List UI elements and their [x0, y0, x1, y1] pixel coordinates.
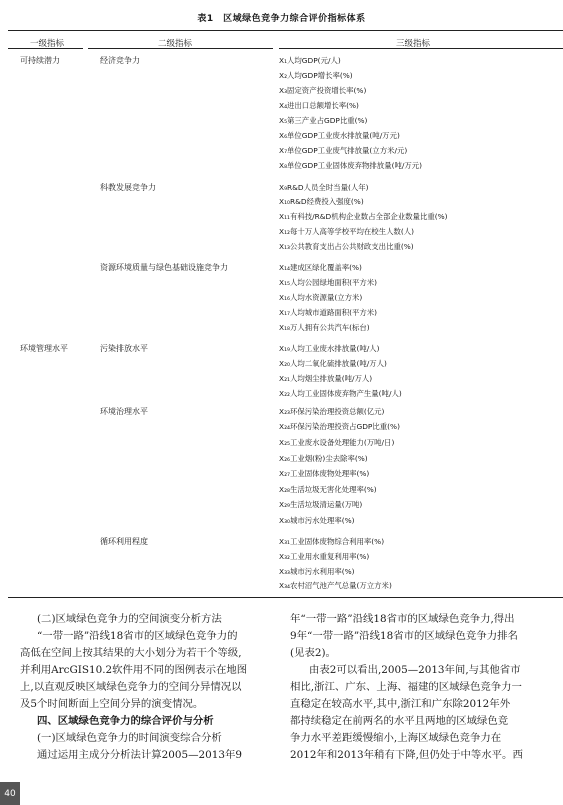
indicator-x8: X₈单位GDP工业固体废弃物排放量(吨/万元) [279, 161, 423, 170]
indicator-x7: X₇单位GDP工业废气排放量(立方米/元) [279, 146, 408, 155]
indicator-x13: X₁₃公共教育支出占公共财政支出比重(%) [279, 242, 414, 251]
body-line-left-3: 高低在空间上按其结果的大小划分为若干个等级, [20, 647, 242, 659]
table-caption: 表1 区域绿色竞争力综合评价指标体系 [197, 14, 366, 24]
body-line-right-1: 年“一带一路”沿线18省市的区域绿色竞争力,得出 [290, 613, 515, 625]
indicator-x25: X₂₅工业废水设备处理能力(万吨/日) [279, 438, 395, 447]
indicator-x27: X₂₇工业固体废物处理率(%) [279, 469, 370, 478]
indicator-x5: X₅第三产业占GDP比重(%) [279, 116, 368, 125]
indicator-x9: X₉R&D人员全时当量(人年) [279, 183, 369, 192]
header-level1: 一级指标 [30, 39, 65, 49]
indicator-x24: X₂₄环保污染治理投资占GDP比重(%) [279, 422, 400, 431]
body-line-right-2: 9年“一带一路”沿线18省市的区域绿色竞争力排名 [290, 630, 518, 642]
indicator-x19: X₁₉人均工业废水排放量(吨/人) [279, 344, 380, 353]
level1-sustainable-potential: 可持续潜力 [20, 56, 60, 65]
subsection-heading-one: (一)区域绿色竞争力的时间演变综合分析 [37, 732, 222, 744]
indicator-x34: X₃₄农村沼气池产气总量(万立方米) [279, 581, 392, 590]
level1-environmental-management: 环境管理水平 [20, 344, 68, 353]
header-level2: 二级指标 [158, 39, 193, 49]
level2-science-education: 科教发展竞争力 [100, 183, 156, 192]
body-line-left-6: 及5个时间断面上空间分异的演变情况。 [20, 698, 204, 710]
body-line-right-3: (见表2)。 [290, 647, 336, 659]
header-level3: 三级指标 [396, 39, 431, 49]
page-number: 40 [0, 782, 20, 805]
indicator-x26: X₂₆工业烟(粉)尘去除率(%) [279, 454, 368, 463]
level2-pollution-emission: 污染排放水平 [100, 344, 148, 353]
body-line-right-8: 争力水平差距缓慢缩小,上海区域绿色竞争力在 [290, 732, 502, 744]
indicator-x31: X₃₁工业固体废物综合利用率(%) [279, 537, 385, 546]
body-line-left-1: (二)区域绿色竞争力的空间演变分析方法 [37, 613, 222, 625]
indicator-x4: X₄进出口总额增长率(%) [279, 101, 359, 110]
level2-resource-environment: 资源环境质量与绿色基础设施竞争力 [100, 263, 228, 272]
indicator-x14: X₁₄建成区绿化覆盖率(%) [279, 263, 362, 272]
body-line-right-5: 相比,浙江、广东、上海、福建的区域绿色竞争力一 [290, 681, 522, 693]
level2-economic: 经济竞争力 [100, 56, 140, 65]
body-line-left-5: 上,以直观反映区域绿色竞争力的空间分异情况以 [20, 681, 242, 693]
body-line-left-4: 并利用ArcGIS10.2软件用不同的图例表示在地图 [20, 664, 248, 676]
body-line-left-9: 通过运用主成分分析法计算2005—2013年9 [37, 749, 242, 761]
table-bottom-rule [8, 597, 563, 598]
indicator-x22: X₂₂人均工业固体废弃物产生量(吨/人) [279, 389, 402, 398]
section-heading-four: 四、区域绿色竞争力的综合评价与分析 [37, 715, 214, 727]
indicator-x21: X₂₁人均烟尘排放量(吨/万人) [279, 374, 373, 383]
indicator-x12: X₁₂每十万人高等学校平均在校生人数(人) [279, 227, 415, 236]
indicator-x23: X₂₃环保污染治理投资总额(亿元) [279, 407, 385, 416]
level2-environmental-governance: 环境治理水平 [100, 407, 148, 416]
indicator-x33: X₃₃城市污水利用率(%) [279, 567, 355, 576]
indicator-x18: X₁₈万人拥有公共汽车(标台) [279, 323, 370, 332]
indicator-x29: X₂₉生活垃圾清运量(万吨) [279, 500, 363, 509]
indicator-x1: X₁人均GDP(元/人) [279, 56, 341, 65]
indicator-x30: X₃₀城市污水处理率(%) [279, 516, 355, 525]
indicator-x6: X₆单位GDP工业废水排放量(吨/万元) [279, 131, 400, 140]
body-line-right-4: 由表2可以看出,2005—2013年间,与其他省市 [309, 664, 521, 676]
level2-recycling: 循环利用程度 [100, 537, 148, 546]
indicator-x20: X₂₀人均二氧化硫排放量(吨/万人) [279, 359, 387, 368]
indicator-x16: X₁₆人均水资源量(立方米) [279, 293, 363, 302]
body-line-left-2: “一带一路”沿线18省市的区域绿色竞争力的 [37, 630, 238, 642]
table-top-rule [8, 30, 563, 31]
indicator-x15: X₁₅人均公园绿地面积(平方米) [279, 278, 378, 287]
indicator-x17: X₁₇人均城市道路面积(平方米) [279, 308, 378, 317]
body-line-right-6: 直稳定在较高水平,其中,浙江和广东除2012年外 [290, 698, 511, 710]
body-line-right-7: 都持续稳定在前两名的水平且两地的区域绿色竞 [290, 715, 509, 727]
indicator-x2: X₂人均GDP增长率(%) [279, 71, 353, 80]
indicator-x32: X₃₂工业用水重复利用率(%) [279, 552, 370, 561]
indicator-x10: X₁₀R&D经费投入强度(%) [279, 197, 364, 206]
body-line-right-9: 2012年和2013年稍有下降,但仍处于中等水平。西 [290, 749, 523, 761]
indicator-x3: X₃固定资产投资增长率(%) [279, 86, 367, 95]
indicator-x28: X₂₈生活垃圾无害化处理率(%) [279, 485, 377, 494]
indicator-x11: X₁₁有科技/R&D机构企业数占全部企业数量比重(%) [279, 212, 448, 221]
